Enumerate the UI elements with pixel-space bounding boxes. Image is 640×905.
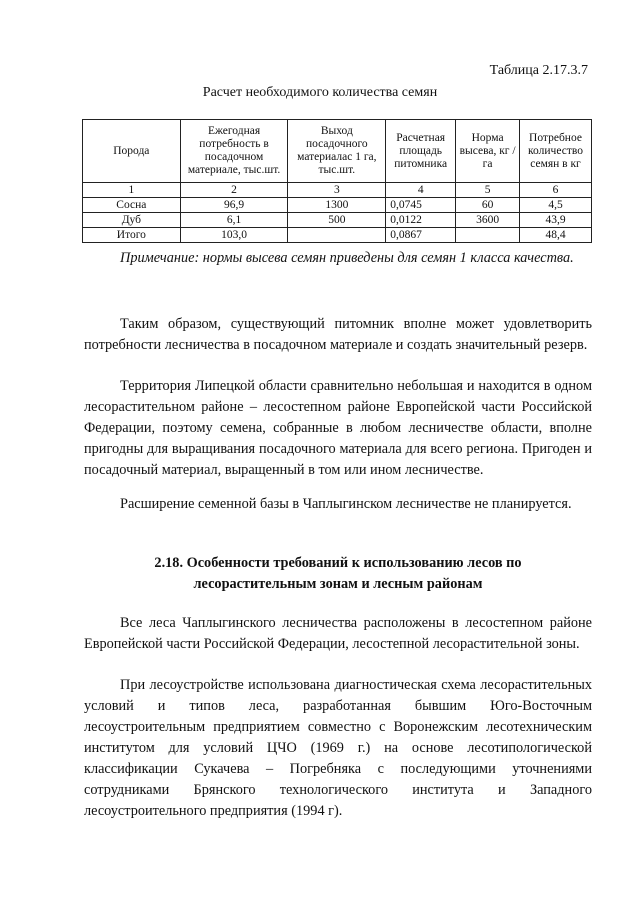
table-header-row [83,120,592,183]
cell-nursery-area: 0,0122 [386,213,456,228]
header-annual-need: Ежегодная потребность в посадочном материале, тыс.шт. [180,120,288,183]
header-seed-amount: Потребное количество семян в кг [520,120,592,183]
header-yield: Выход посадочного материалас 1 га, тыс.шт. [288,120,386,183]
seed-calculation-table [82,119,592,243]
column-number: 2 [180,183,288,198]
table-row [83,213,592,228]
cell-sowing-norm: 60 [456,198,520,213]
table-label: Таблица 2.17.3.7 [489,63,588,78]
cell-yield: 1300 [288,198,386,213]
cell-species: Дуб [83,213,181,228]
table-note: Примечание: нормы высева семян приведены для семян 1 класса качества. [120,250,574,266]
table-title: Расчет необходимого количества семян [202,85,438,100]
cell-yield: 500 [288,213,386,228]
cell-species: Сосна [83,198,181,213]
table-total-row [83,228,592,243]
cell-nursery-area: 0,0745 [386,198,456,213]
cell-species: Итого [83,228,181,243]
section-heading-line: лесорастительным зонам и лесным районам [193,576,483,592]
column-number: 6 [520,183,592,198]
cell-annual-need: 96,9 [180,198,288,213]
paragraph: Все леса Чаплыгинского лесничества расположены в лесостепном районе Европейской части Российской Федерации, лесостепной лесорастительной зоны. [84,615,592,652]
cell-sowing-norm: 3600 [456,213,520,228]
cell-annual-need: 6,1 [180,213,288,228]
column-number: 3 [288,183,386,198]
header-species: Порода [83,120,181,183]
cell-sowing-norm [456,228,520,243]
paragraph: Территория Липецкой области сравнительно небольшая и находится в одном лесорастительном районе – лесостепном районе Европейской части Российской Федерации, поэтому семена, собранные в любом лесничестве области, вполне пригодны для выращивания посадочного материала для всего региона. Пригоден и посадочный материал, выращенный в том или ином лесничестве. [84,378,592,478]
header-sowing-norm: Норма высева, кг / га [456,120,520,183]
cell-seed-amount: 48,4 [520,228,592,243]
column-number: 5 [456,183,520,198]
cell-yield [288,228,386,243]
column-number: 4 [386,183,456,198]
cell-seed-amount: 43,9 [520,213,592,228]
section-heading [84,553,592,595]
cell-nursery-area: 0,0867 [386,228,456,243]
column-number-row [83,183,592,198]
paragraph: Расширение семенной базы в Чаплыгинском лесничестве не планируется. [120,496,572,512]
cell-seed-amount: 4,5 [520,198,592,213]
paragraph: При лесоустройстве использована диагностическая схема лесорастительных условий и типов леса, разработанная бывшим Юго-Восточным лесоустроительным предприятием совместно с Воронежским лесотехническим институтом для условий ЦЧО (1969 г.) на основе лесотипологической классификации Сукачева – Погребняка с последующими уточнениями сотрудниками Брянского технологического института и Западного лесоустроительного предприятия (1994 г). [84,677,592,819]
section-heading-line: 2.18. Особенности требований к использованию лесов по [154,555,522,571]
cell-annual-need: 103,0 [180,228,288,243]
column-number: 1 [83,183,181,198]
table-row [83,198,592,213]
header-nursery-area: Расчетная площадь питомника [386,120,456,183]
paragraph: Таким образом, существующий питомник вполне может удовлетворить потребности лесничества в посадочном материале и создать значительный резерв. [84,316,592,353]
